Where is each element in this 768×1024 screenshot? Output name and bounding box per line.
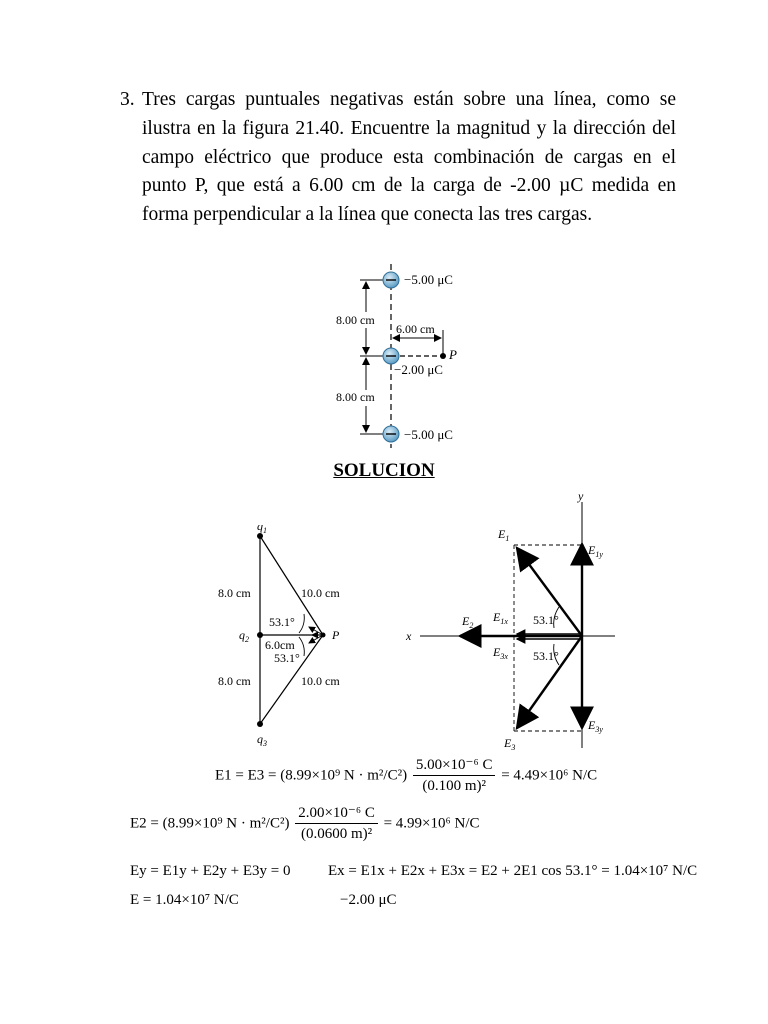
y-axis-label: y [578,489,584,503]
equation-e2-numerator: 2.00×10⁻⁶ C [295,806,378,824]
equation-e2-denominator: (0.0600 m)² [300,826,373,842]
charge-note: −2.00 μC [340,892,397,908]
top-charge [383,272,399,288]
hyp-lower-label: 10.0 cm [301,674,340,688]
geometry-figure [212,525,362,750]
x-axis-label: x [406,629,412,643]
bottom-charge [383,426,399,442]
angle-lower-label: 53.1° [533,649,559,663]
top-charge-label: −5.00 μC [404,272,453,287]
equation-e1 [215,758,597,794]
e3y-label: $E_{3y}$ [588,718,603,734]
equation-e1-rhs: = 4.49×10⁶ N/C [501,767,598,784]
equation-ey: Ey = E1y + E2y + E3y = 0 [130,863,291,879]
angle-upper-label: 53.1° [533,613,559,627]
e1x-label: $E_{1x}$ [493,610,508,626]
q2-label: $q_2$ [239,628,249,644]
equation-e2-lhs: E2 = (8.99×10⁹ N · m²/C²) [130,815,290,832]
e2-label: $E_2$ [462,614,474,630]
dist-lower-label: 8.0 cm [218,674,251,688]
q3-label: $q_3$ [257,732,267,748]
q1-label: $q_1$ [257,525,267,535]
dist-lower-label: 8.00 cm [336,390,375,404]
dist-upper-label: 8.00 cm [336,313,375,327]
equation-e1-numerator: 5.00×10⁻⁶ C [413,758,496,776]
solucion-title: SOLUCION [333,460,435,481]
e3-label: $E_3$ [504,736,516,752]
bottom-charge-label: −5.00 μC [404,427,453,442]
problem-statement [120,86,676,230]
problem-number: 3. [120,89,135,110]
vector-figure [400,488,630,758]
e1y-label: $E_{1y}$ [588,543,603,559]
problem-text: Tres cargas puntuales negativas están sobre una línea, como se ilustra en la figura 21.40. Encuentre la magnitud y la dirección del campo eléctrico que produce esta combinación de cargas en el punto P, que está a 6.00 cm de la carga de -2.00 µC medida en forma perpendicular a la línea que conecta las tres cargas. [142,89,676,226]
equation-ex: Ex = E1x + E2x + E3x = E2 + 2E1 cos 53.1° = 1.04×10⁷ N/C [328,863,698,879]
equation-e2-rhs: = 4.99×10⁶ N/C [383,815,480,832]
dist-upper-label: 8.0 cm [218,586,251,600]
equation-e1-lhs: E1 = E3 = (8.99×10⁹ N · m²/C²) [215,767,408,784]
e3x-label: $E_{3x}$ [493,645,508,661]
middle-charge-label: −2.00 μC [394,362,443,377]
equation-e-total: E = 1.04×10⁷ N/C [130,892,239,908]
point-p-marker [440,353,446,359]
point-p-label: P [449,347,457,362]
equation-e2 [130,806,480,842]
point-p-label: P [332,628,340,642]
angle-lower-label: 53.1° [274,651,300,665]
equation-e1-denominator: (0.100 m)² [422,778,486,794]
equation-e2-fraction [295,806,378,842]
hyp-upper-label: 10.0 cm [301,586,340,600]
dist-p-label: 6.00 cm [396,322,435,336]
dist-p-label: 6.0cm [265,638,295,652]
e1-label: $E_1$ [498,527,510,543]
charges-figure [330,262,500,452]
angle-upper-label: 53.1° [269,615,295,629]
equation-e1-fraction [413,758,496,794]
